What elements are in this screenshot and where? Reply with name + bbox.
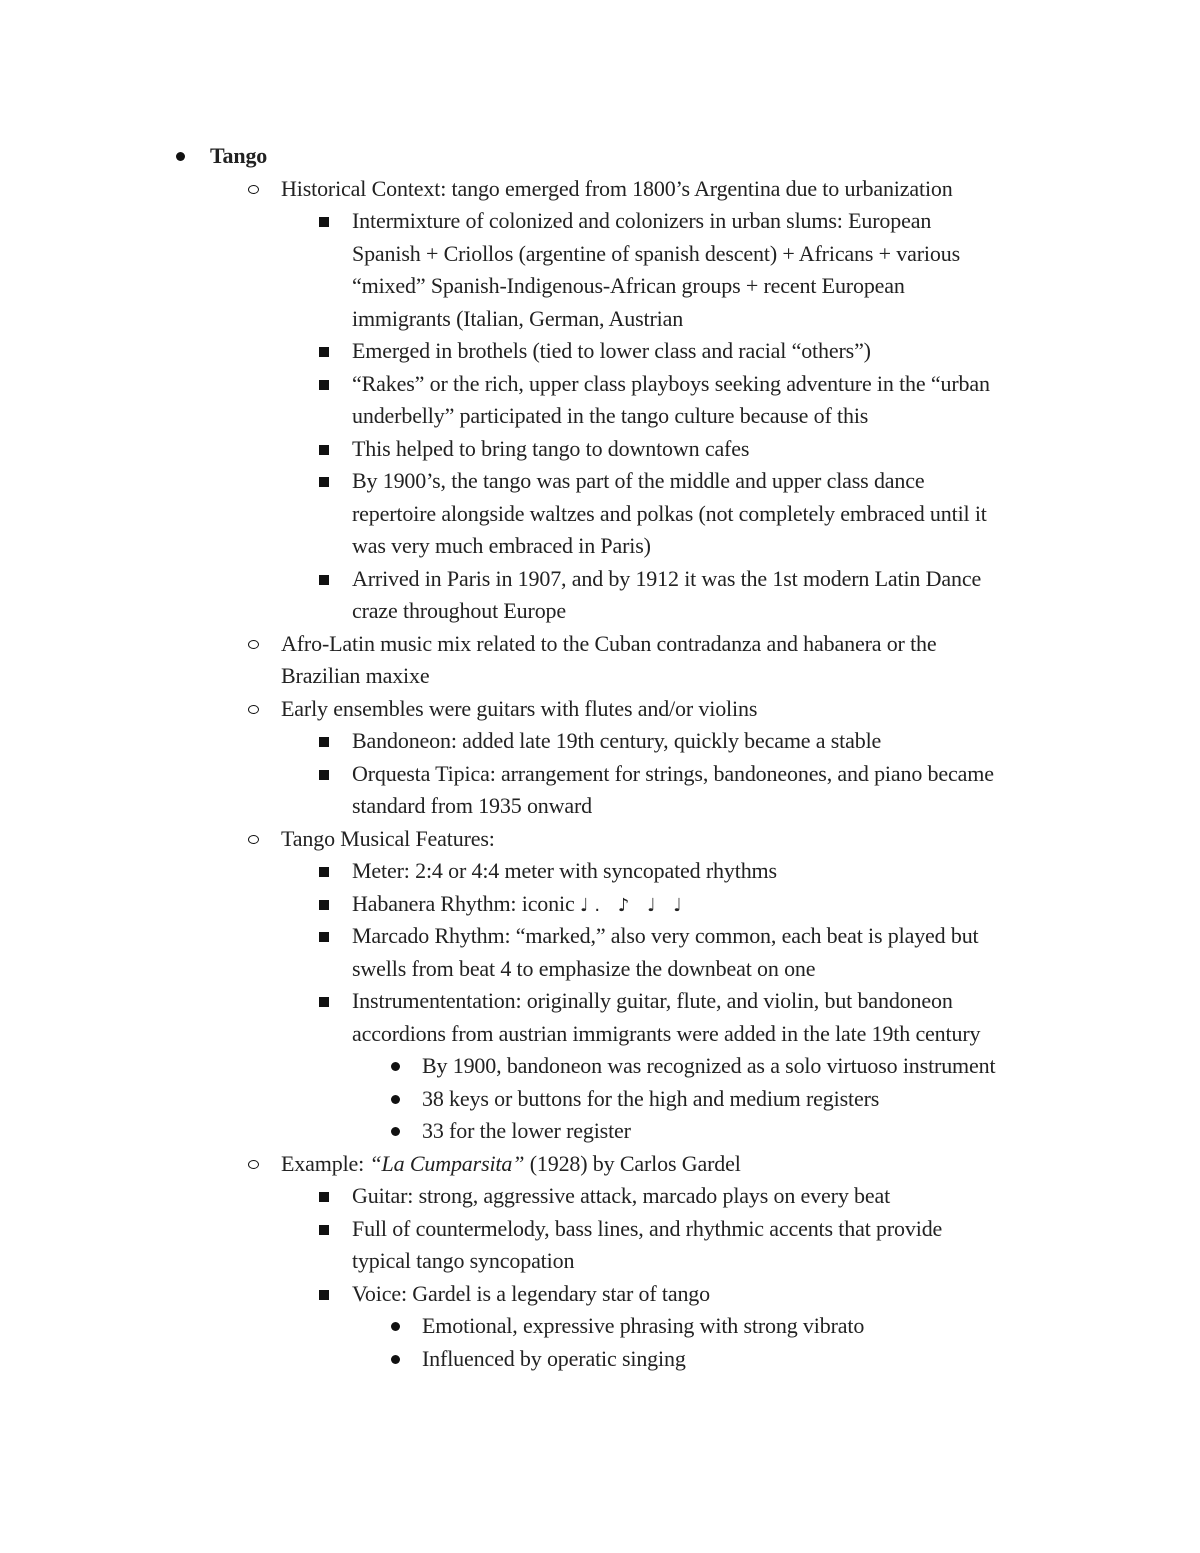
section-heading: Tango — [210, 143, 268, 168]
list-item-continuation — [0, 953, 1200, 986]
list-item — [0, 1050, 1200, 1083]
bullet-disc — [391, 1322, 400, 1331]
item-text: By 1900’s, the tango was part of the middle and upper class dance — [352, 468, 925, 493]
item-text: was very much embraced in Paris) — [352, 533, 651, 558]
list-item-continuation — [0, 660, 1200, 693]
item-text: immigrants (Italian, German, Austrian — [352, 305, 684, 331]
list-item-continuation — [0, 790, 1200, 823]
list-item — [0, 1180, 1200, 1213]
item-text: Early ensembles were guitars with flutes and/or violins — [281, 695, 758, 721]
list-item — [0, 433, 1200, 466]
item-text: Historical Context: tango emerged from 1800’s Argentina due to urbanization — [281, 175, 953, 201]
list-item-tango — [0, 140, 1200, 173]
list-item — [0, 173, 1200, 206]
item-text: Habanera Rhythm: iconic — [352, 890, 580, 916]
item-text: By 1900, bandoneon was recognized as a solo virtuoso instrument — [422, 1053, 996, 1078]
item-text: Influenced by operatic singing — [422, 1345, 686, 1371]
bullet-square — [319, 997, 329, 1007]
list-item-continuation — [0, 400, 1200, 433]
bullet-square — [319, 932, 329, 942]
item-text: Bandoneon: added late 19th century, quickly became a stable — [352, 728, 882, 753]
item-text: underbelly” participated in the tango culture because of this — [352, 403, 869, 428]
bullet-square — [319, 477, 329, 487]
list-item — [0, 1278, 1200, 1311]
item-text: Voice: Gardel is a legendary star of tango — [352, 1280, 711, 1306]
item-text: swells from beat 4 to emphasize the downbeat on one — [352, 955, 816, 981]
list-item — [0, 1213, 1200, 1246]
list-item-continuation — [0, 595, 1200, 628]
item-text: “mixed” Spanish-Indigenous-African groups + recent European — [352, 273, 905, 298]
list-item — [0, 563, 1200, 596]
item-text: Brazilian maxixe — [281, 663, 430, 688]
bullet-square — [319, 770, 329, 780]
item-text: Emerged in brothels (tied to lower class and racial “others”) — [352, 338, 871, 363]
item-text: Tango Musical Features: — [281, 825, 495, 851]
bullet-disc — [176, 152, 185, 161]
song-title: “La Cumparsita” — [369, 1150, 525, 1176]
document-page — [0, 140, 1200, 1375]
list-item-continuation — [0, 303, 1200, 336]
list-item-continuation — [0, 270, 1200, 303]
list-item — [0, 855, 1200, 888]
bullet-square — [319, 1225, 329, 1235]
item-text: Full of countermelody, bass lines, and rhythmic accents that provide — [352, 1215, 943, 1241]
list-item-continuation — [0, 238, 1200, 271]
item-text: accordions from austrian immigrants were added in the late 19th century — [352, 1020, 981, 1046]
item-text: typical tango syncopation — [352, 1248, 575, 1273]
item-text: Emotional, expressive phrasing with strong vibrato — [422, 1313, 865, 1338]
item-text: Guitar: strong, aggressive attack, marcado plays on every beat — [352, 1183, 891, 1208]
item-text: Instrumententation: originally guitar, flute, and violin, but bandoneon — [352, 988, 953, 1013]
item-text: Orquesta Tipica: arrangement for strings, bandoneones, and piano became — [352, 760, 994, 786]
list-item — [0, 1310, 1200, 1343]
item-text: Arrived in Paris in 1907, and by 1912 it was the 1st modern Latin Dance — [352, 565, 982, 591]
list-item — [0, 1343, 1200, 1376]
list-item — [0, 823, 1200, 856]
item-text: Intermixture of colonized and colonizers in urban slums: European — [352, 208, 932, 233]
bullet-circle — [248, 185, 259, 194]
bullet-circle — [248, 835, 259, 844]
list-item-continuation — [0, 530, 1200, 563]
bullet-disc — [391, 1062, 400, 1071]
bullet-circle — [248, 705, 259, 714]
list-item-continuation — [0, 1018, 1200, 1051]
list-item — [0, 725, 1200, 758]
list-item — [0, 758, 1200, 791]
bullet-circle — [248, 1160, 259, 1169]
list-item — [0, 693, 1200, 726]
list-item — [0, 985, 1200, 1018]
item-text: This helped to bring tango to downtown cafes — [352, 435, 750, 461]
list-item-continuation — [0, 498, 1200, 531]
bullet-disc — [391, 1095, 400, 1104]
list-item-continuation — [0, 1245, 1200, 1278]
list-item — [0, 335, 1200, 368]
list-item — [0, 920, 1200, 953]
item-text: Spanish + Criollos (argentine of spanish descent) + Africans + various — [352, 240, 960, 266]
list-item — [0, 1115, 1200, 1148]
bullet-disc — [391, 1127, 400, 1136]
bullet-square — [319, 867, 329, 877]
item-text: Afro-Latin music mix related to the Cuban contradanza and habanera or the — [281, 630, 937, 656]
list-item — [0, 1148, 1200, 1181]
bullet-square — [319, 900, 329, 910]
item-text: repertoire alongside waltzes and polkas (not completely embraced until it — [352, 500, 987, 526]
bullet-square — [319, 380, 329, 390]
item-text: standard from 1935 onward — [352, 793, 593, 818]
item-text: craze throughout Europe — [352, 598, 567, 623]
bullet-square — [319, 1192, 329, 1202]
bullet-circle — [248, 640, 259, 649]
bullet-square — [319, 217, 329, 227]
list-item — [0, 368, 1200, 401]
item-text: (1928) by Carlos Gardel — [524, 1150, 741, 1176]
bullet-square — [319, 347, 329, 357]
bullet-square — [319, 445, 329, 455]
item-text: “Rakes” or the rich, upper class playboys seeking adventure in the “urban — [352, 370, 990, 396]
item-text: Marcado Rhythm: “marked,” also very common, each beat is played but — [352, 923, 979, 948]
bullet-square — [319, 575, 329, 585]
list-item — [0, 628, 1200, 661]
list-item — [0, 205, 1200, 238]
bullet-square — [319, 1290, 329, 1300]
item-text: 38 keys or buttons for the high and medium registers — [422, 1085, 880, 1111]
bullet-square — [319, 737, 329, 747]
item-text: Example: — [281, 1150, 370, 1176]
list-item — [0, 888, 1200, 921]
habanera-notes: ♩. ♪ ♩ ♩ — [579, 894, 688, 916]
bullet-disc — [391, 1355, 400, 1364]
item-text: Meter: 2:4 or 4:4 meter with syncopated rhythms — [352, 858, 777, 883]
list-item — [0, 1083, 1200, 1116]
list-item — [0, 465, 1200, 498]
item-text: 33 for the lower register — [422, 1118, 631, 1143]
